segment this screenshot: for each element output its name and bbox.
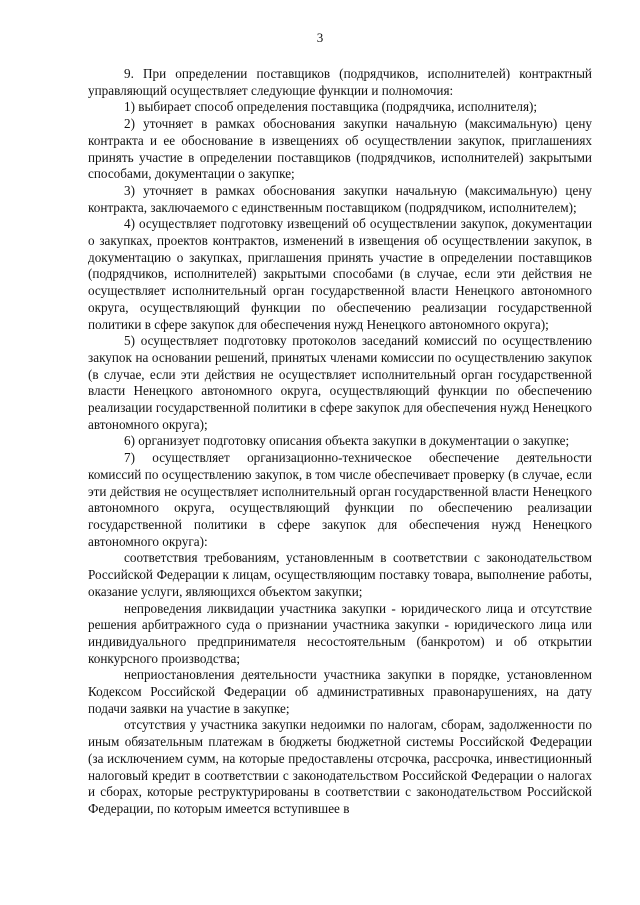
paragraph-check-requirements: соответствия требованиям, установленным в соответствии с законодательством Российской Федерации к лицам, осуществляющим поставку товара, выполнение работы, оказание услуги, являющихся объектом закупки; <box>88 550 592 599</box>
paragraph-item-1: 1) выбирает способ определения поставщика (подрядчика, исполнителя); <box>124 99 538 115</box>
paragraph-check-suspension: неприостановления деятельности участника закупки в порядке, установленном Кодексом Российской Федерации об административных правонарушениях, на дату подачи заявки на участие в закупке; <box>88 667 592 716</box>
page-number: 3 <box>316 30 324 45</box>
paragraph-check-liquidation: непроведения ликвидации участника закупки - юридического лица и отсутствие решения арбитражного суда о признании участника закупки - юридического лица или индивидуального предпринимателя несостоятельным (банкротом) и об открытии конкурсного производства; <box>88 600 592 666</box>
document-body <box>88 66 592 818</box>
paragraph-9-intro: 9. При определении поставщиков (подрядчиков, исполнителей) контрактный управляющий осуществляет следующие функции и полномочия: <box>88 66 592 98</box>
paragraph-check-arrears: отсутствия у участника закупки недоимки по налогам, сборам, задолженности по иным обязательным платежам в бюджеты бюджетной системы Российской Федерации (за исключением сумм, на которые предоставлены отсрочка, рассрочка, инвестиционный налоговый кредит в соответствии с законодательством Российской Федерации о налогах и сборах, которые реструктурированы в соответствии с законодательством Российской Федерации, по которым имеется вступившее в <box>88 717 592 816</box>
paragraph-item-2: 2) уточняет в рамках обоснования закупки начальную (максимальную) цену контракта и ее обоснование в извещениях об осуществлении закупок, приглашениях принять участие в определении поставщиков (подрядчиков, исполнителей) закрытыми способами, документации о закупке; <box>88 116 592 182</box>
paragraph-item-5: 5) осуществляет подготовку протоколов заседаний комиссий по осуществлению закупок на основании решений, принятых членами комиссии по осуществлению закупок (в случае, если эти действия не осуществляет исполнительный орган государственной власти Ненецкого автономного округа, осуществляющий функции по обеспечению реализации государственной политики в сфере закупок для обеспечения нужд Ненецкого автономного округа); <box>88 333 592 432</box>
paragraph-item-3: 3) уточняет в рамках обоснования закупки начальную (максимальную) цену контракта, заключаемого с единственным поставщиком (подрядчиком, исполнителем); <box>88 182 592 215</box>
paragraph-item-4: 4) осуществляет подготовку извещений об осуществлении закупок, документации о закупках, проектов контрактов, изменений в извещения об осуществлении закупок, в документацию о закупках, приглашения принять участие в определении поставщиков (подрядчиков, исполнителей) закрытыми способами (в случае, если эти действия не осуществляет исполнительный орган государственной власти Ненецкого автономного округа, осуществляющий функции по обеспечению реализации государственной политики в сфере закупок для обеспечения нужд Ненецкого автономного округа); <box>88 216 592 332</box>
paragraph-item-6: 6) организует подготовку описания объекта закупки в документации о закупке; <box>124 433 570 449</box>
paragraph-item-7: 7) осуществляет организационно-техническое обеспечение деятельности комиссий по осуществлению закупок, в том числе обеспечивает проверку (в случае, если эти действия не осуществляет исполнительный орган государственной власти Ненецкого автономного округа, осуществляющий функции по обеспечению реализации государственной политики в сфере закупок для обеспечения нужд Ненецкого автономного округа): <box>88 450 592 549</box>
